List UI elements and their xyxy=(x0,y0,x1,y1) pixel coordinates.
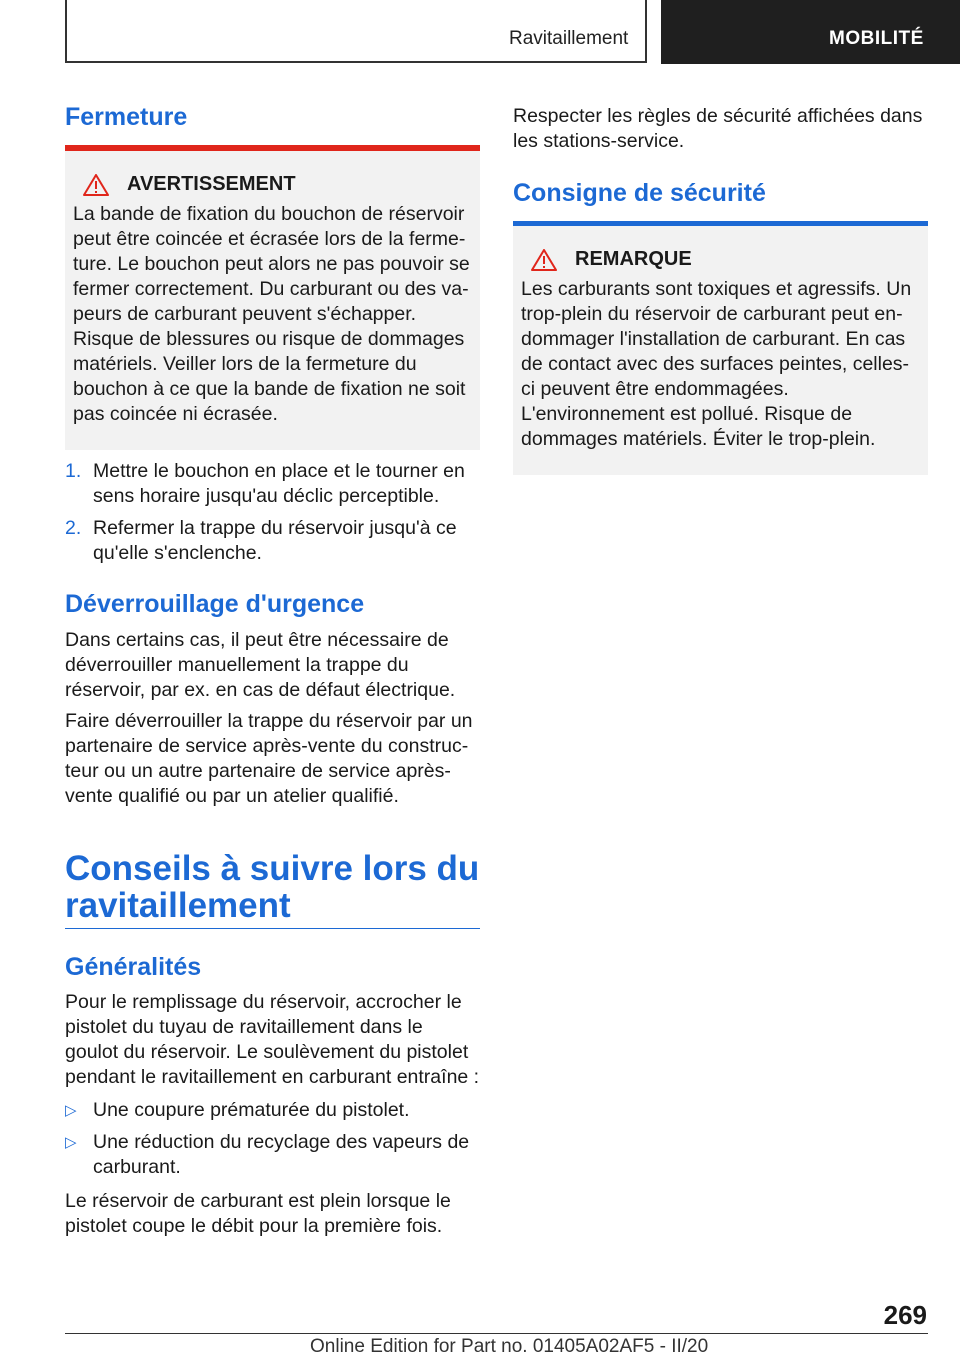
page-number: 269 xyxy=(883,1300,927,1330)
fermeture-heading: Fermeture xyxy=(65,103,188,131)
generalites-paragraph-1: Pour le remplissage du réservoir, accrocher le pistolet du tuyau de ravitaillement dans le goulot du réservoir. Le soulèvement du pistolet pendant le ravitaillement en carburant entraîne : xyxy=(65,991,480,1088)
warning-text: La bande de fixation du bouchon de réservoir peut être coincée et écrasée lors de la fermeture. Le bouchon peut alors ne pas pouvoir se fermer correctement. Du carburant ou des vapeurs de carburant peuvent s'échapper. Risque de blessures ou risque de dommages matériels. Veiller lors de la fermeture du bouchon à ce que la bande de fixation ne soit pas coincée ni écrasée. xyxy=(73,203,470,425)
consigne-heading: Consigne de sécurité xyxy=(513,179,766,207)
footer-edition: Online Edition for Part no. 01405A02AF5 - II/20 xyxy=(310,1336,709,1357)
section-rule xyxy=(65,928,480,929)
list-item xyxy=(65,1098,480,1123)
intro-paragraph: Respecter les règles de sécurité affichées dans les stations-service. xyxy=(513,105,923,152)
list-item-text: Une réduction du recyclage des vapeurs de carburant. xyxy=(93,1131,470,1178)
deverrouillage-paragraph-2: Faire déverrouiller la trappe du réservoir par un partenaire de service après-vente du constructeur ou un autre partenaire de service après-vente qualifié ou par un atelier qualifié. xyxy=(65,710,473,807)
step-text: Refermer la trappe du réservoir jusqu'à ce qu'elle s'enclenche. xyxy=(93,517,457,564)
note-header xyxy=(531,248,920,271)
header-tab xyxy=(661,0,960,64)
warning-triangle-icon xyxy=(83,174,109,196)
header-section-title: Ravitaillement xyxy=(509,28,629,49)
bullet-triangle-icon: ▷ xyxy=(65,1134,77,1151)
note-box xyxy=(513,226,928,475)
header-tab-label: MOBILITÉ xyxy=(829,28,924,49)
warning-box xyxy=(65,151,480,450)
note-text: Les carburants sont toxiques et agressifs. Un trop-plein du réservoir de carburant peut endommager l'installation de carburant. En cas de contact avec des surfaces peintes, celles-ci peuvent être endommagées. L'environnement est pollué. Risque de dommages matériels. Éviter le trop-plein. xyxy=(521,278,912,450)
deverrouillage-paragraph-1: Dans certains cas, il peut être nécessaire de déverrouiller manuellement la trappe du réservoir, par ex. en cas de défaut électrique. xyxy=(65,629,456,701)
footer-rule xyxy=(65,1333,928,1334)
warning-header xyxy=(83,173,472,196)
step-number: 1. xyxy=(65,460,82,482)
bullet-triangle-icon: ▷ xyxy=(65,1102,77,1119)
step-item xyxy=(65,459,480,509)
generalites-heading: Généralités xyxy=(65,953,202,981)
step-item xyxy=(65,516,480,566)
warning-label: AVERTISSEMENT xyxy=(127,173,296,195)
list-item xyxy=(65,1130,480,1180)
step-text: Mettre le bouchon en place et le tourner en sens horaire jusqu'au déclic perceptible. xyxy=(93,460,465,507)
warning-triangle-icon xyxy=(531,249,557,271)
step-number: 2. xyxy=(65,517,82,539)
generalites-paragraph-2: Le réservoir de carburant est plein lorsque le pistolet coupe le débit pour la première fois. xyxy=(65,1190,451,1237)
conseils-heading: Conseils à suivre lors du ravitaillement xyxy=(65,849,480,925)
note-label: REMARQUE xyxy=(575,248,692,270)
deverrouillage-heading: Déverrouillage d'urgence xyxy=(65,590,365,618)
list-item-text: Une coupure prématurée du pistolet. xyxy=(93,1099,410,1121)
